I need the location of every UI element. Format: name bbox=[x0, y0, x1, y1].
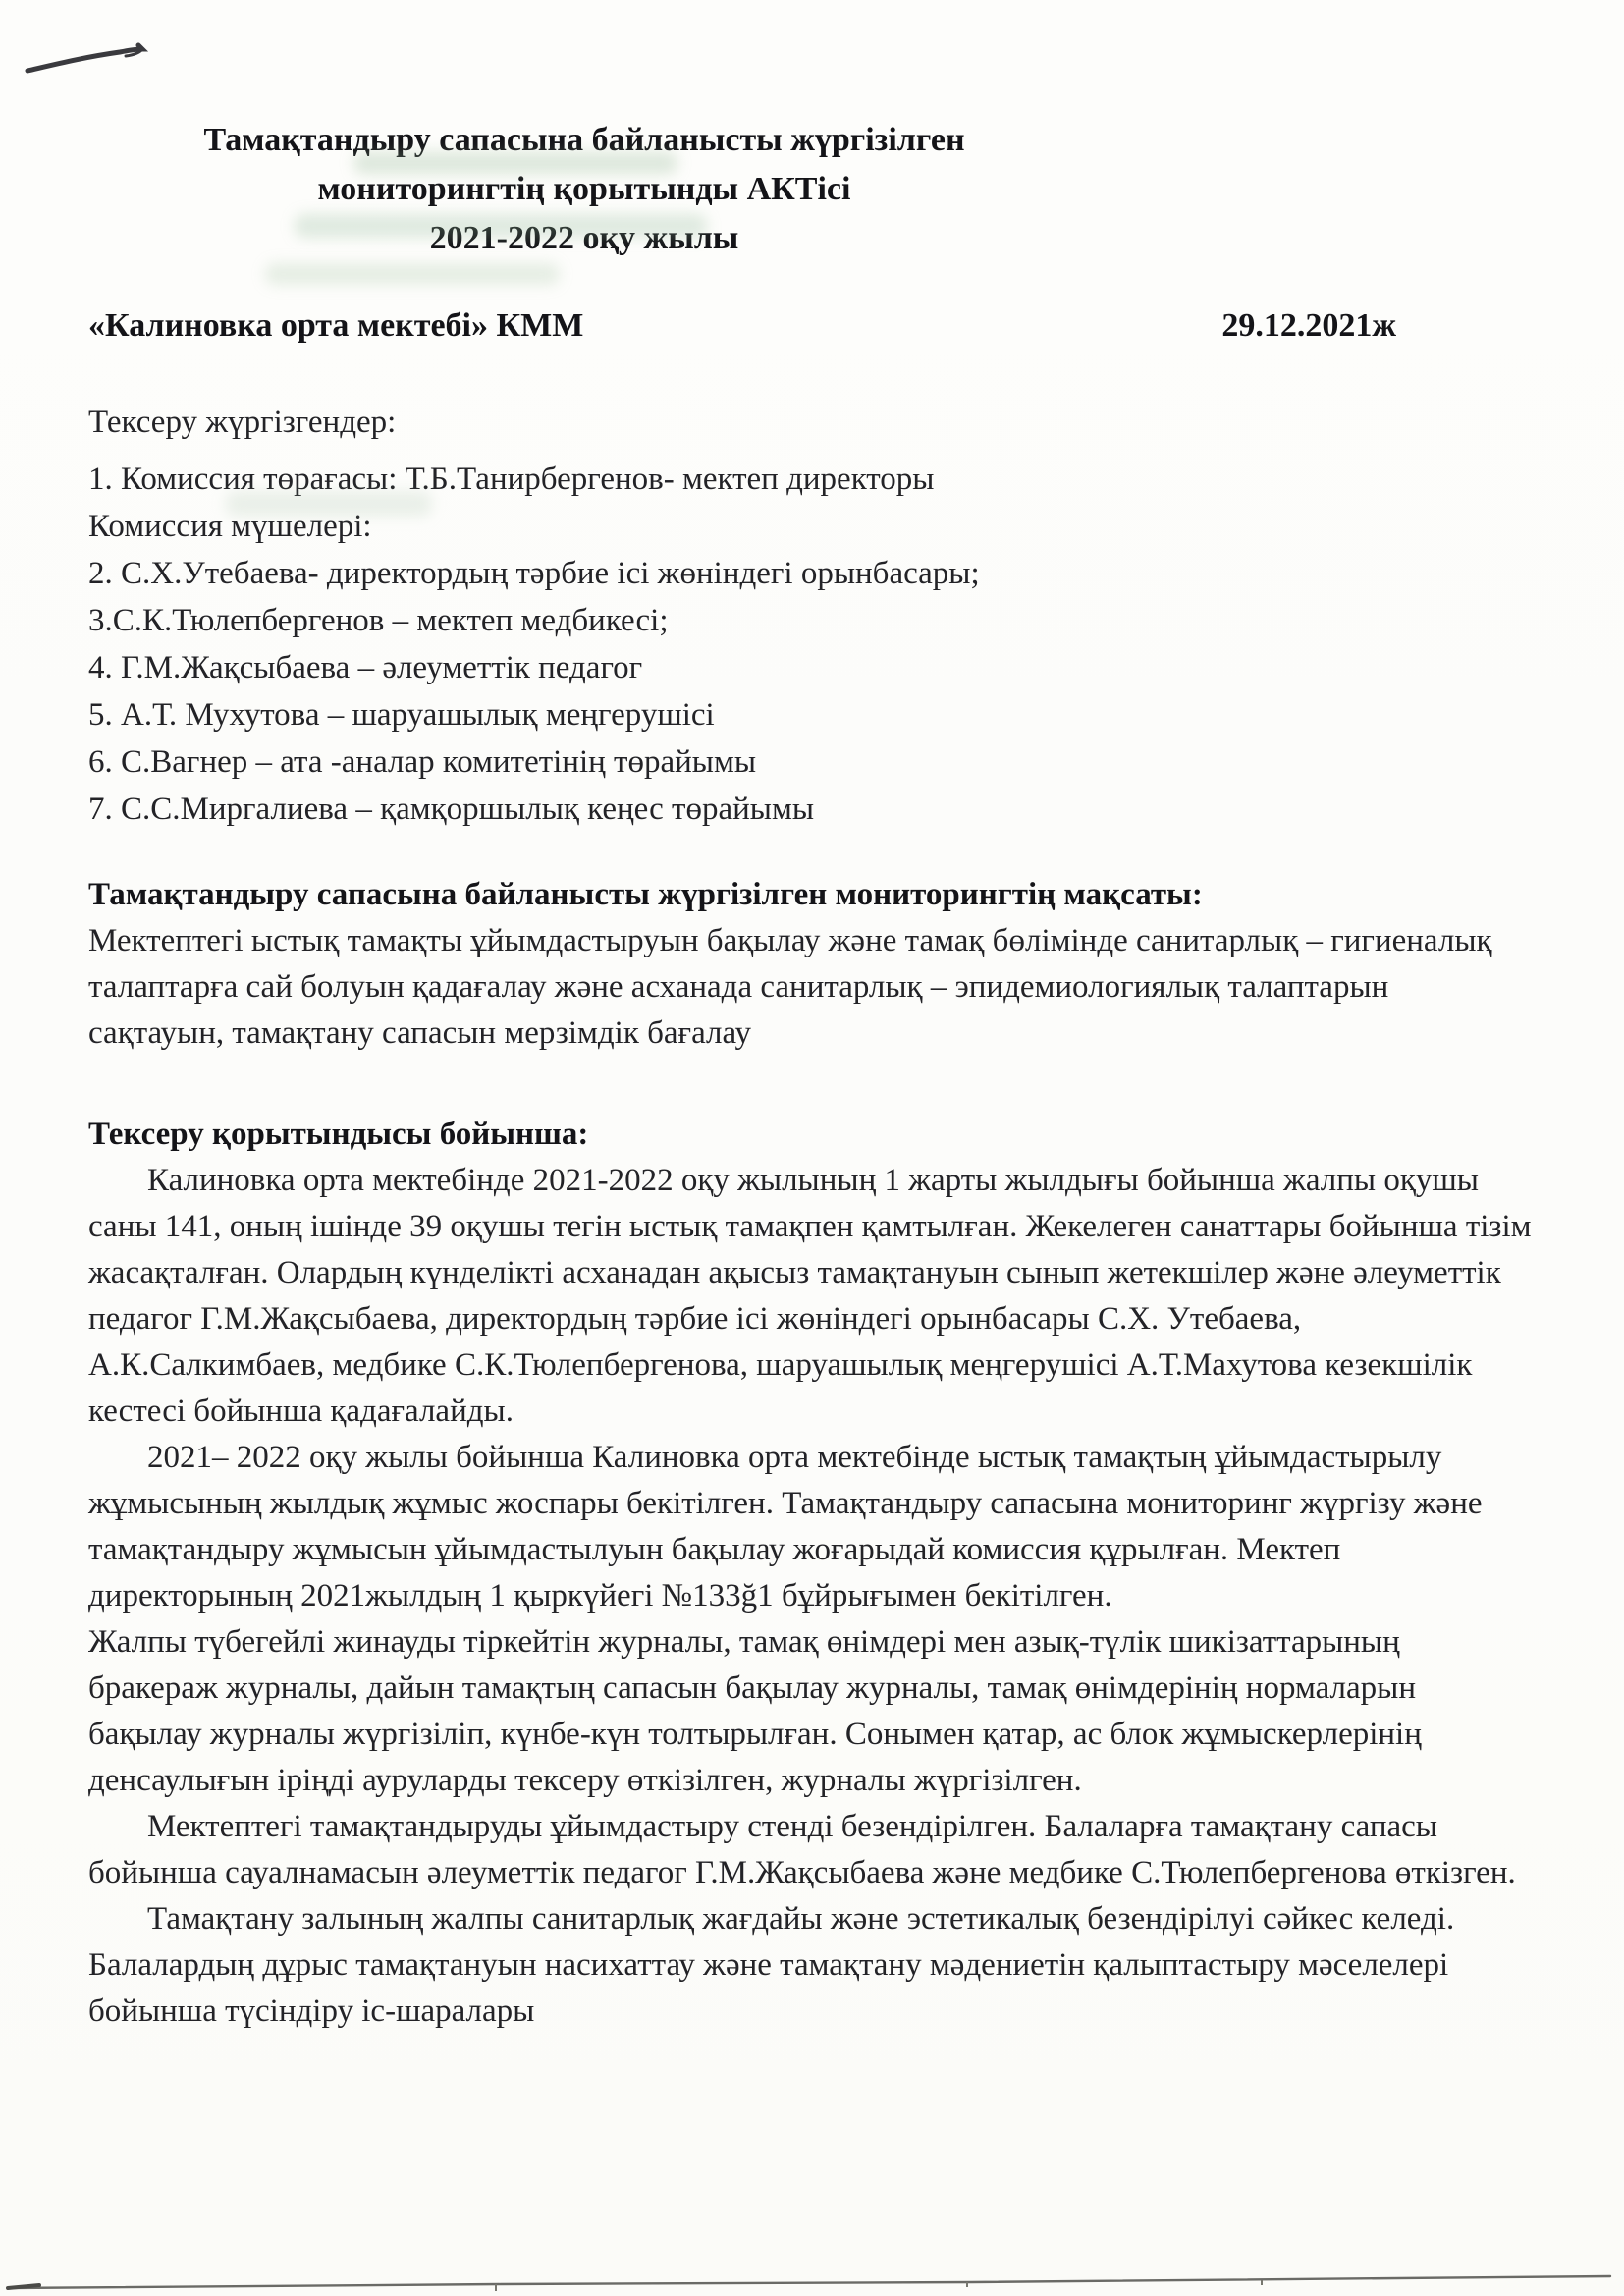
organization-name: «Калиновка орта мектебі» КММ bbox=[88, 307, 584, 344]
commission-member: 2. С.Х.Утебаева- директордың тәрбие ісі жөніндегі орынбасары; bbox=[88, 556, 980, 591]
pen-scribble-mark bbox=[24, 37, 151, 86]
results-paragraph: Мектептегі тамақтандыруды ұйымдастыру стенді безендірілген. Балаларға тамақтану сапасы бойынша сауалнамасын әлеуметтік педагог Г.М.Жақсыбаева және медбике С.Тюлепбергенова өткізген. bbox=[88, 1809, 1516, 1890]
results-paragraph: Тамақтану залының жалпы санитарлық жағдайы және эстетикалық безендірілуі сәйкес келеді. Балалардың дұрыс тамақтануын насихаттау және тамақтану мәдениетін қалыптастыру мәселелері бойынша түсіндіру іс-шаралары bbox=[88, 1901, 1455, 2029]
document-date: 29.12.2021ж bbox=[1221, 307, 1396, 344]
results-paragraph: Жалпы түбегейлі жинауды тіркейтін журналы, тамақ өнімдері мен азық-түлік шикізаттарының бракераж журналы, дайын тамақтың сапасын бақылау журналы, тамақ өнімдерінің нормаларын бақылау журналы жүргізіліп, күнбе-күн толтырылған. Сонымен қатар, ас блок жұмыскерлерінің денсаулығын іріңді ауруларды тексеру өткізілген, журналы жүргізілген. bbox=[88, 1624, 1422, 1798]
commission-member: 3.С.К.Тюлепбергенов – мектеп медбикесі; bbox=[88, 603, 669, 638]
results-heading: Тексеру қорытындысы бойынша: bbox=[88, 1117, 589, 1152]
commission-member: 7. С.С.Миргалиева – қамқоршылық кеңес төрайымы bbox=[88, 792, 815, 827]
purpose-heading: Тамақтандыру сапасына байланысты жүргізілген мониторингтің мақсаты: bbox=[88, 877, 1203, 912]
commission-member: 6. С.Вагнер – ата -аналар комитетінің төрайымы bbox=[88, 744, 756, 780]
purpose-body: Мектептегі ыстық тамақты ұйымдастыруын бақылау және тамақ бөлімінде санитарлық – гигиеналық талаптарға сай болуын қадағалау және асханада санитарлық – эпидемиологиялық талаптарын сақтауын, тамақтану сапасын мерзімдік бағалау bbox=[88, 923, 1492, 1051]
results-paragraph: Калиновка орта мектебінде 2021-2022 оқу жылының 1 жарты жылдығы бойынша жалпы оқушы саны 141, оның ішінде 39 оқушы тегін ыстық тамақпен қамтылған. Жекелеген санаттары бойынша тізім жасақталған. Олардың күнделікті асханадан ақысыз тамақтануын сынып жетекшілер және әлеуметтік педагог Г.М.Жақсыбаева, директордың тәрбие ісі жөніндегі орынбасары С.Х. Утебаева, А.К.Салкимбаев, медбике С.К.Тюлепбергенова, шаруашылық меңгерушісі А.Т.Махутова кезекшілік кестесі бойынша қадағалайды. bbox=[88, 1163, 1532, 1429]
title-line-1: Тамақтандыру сапасына байланысты жүргізілген bbox=[203, 122, 965, 158]
commission-member: 4. Г.М.Жақсыбаева – әлеуметтік педагог bbox=[88, 650, 643, 685]
title-line-3: 2021-2022 оқу жылы bbox=[429, 220, 739, 256]
document-title bbox=[88, 116, 1080, 263]
commission-chairman: 1. Комиссия төрағасы: Т.Б.Танирбергенов- мектеп директоры bbox=[88, 462, 935, 497]
purpose-section bbox=[88, 872, 1532, 1057]
results-paragraph: 2021– 2022 оқу жылы бойынша Калиновка орта мектебінде ыстық тамақтың ұйымдастырылу жұмысының жылдық жұмыс жоспары бекітілген. Тамақтандыру сапасына мониторинг жүргізу және тамақтандыру жұмысын ұйымдастылуын бақылау жоғарыдай комиссия құрылған. Мектеп директорының 2021жылдың 1 қыркүйегі №133ğ1 бұйрығымен бекітілген. bbox=[88, 1440, 1483, 1613]
header-row bbox=[88, 302, 1532, 349]
commission-member: 5. А.Т. Мухутова – шаруашылық меңгерушісі bbox=[88, 697, 715, 733]
ink-bleed-ghost bbox=[265, 263, 560, 285]
commission-members-label: Комиссия мүшелері: bbox=[88, 509, 372, 544]
commission-list bbox=[88, 456, 1532, 833]
scan-edge-line bbox=[0, 2259, 1624, 2296]
inspectors-heading: Тексеру жүргізгендер: bbox=[88, 405, 397, 440]
title-line-2: мониторингтің қорытынды АКТісі bbox=[317, 171, 851, 207]
